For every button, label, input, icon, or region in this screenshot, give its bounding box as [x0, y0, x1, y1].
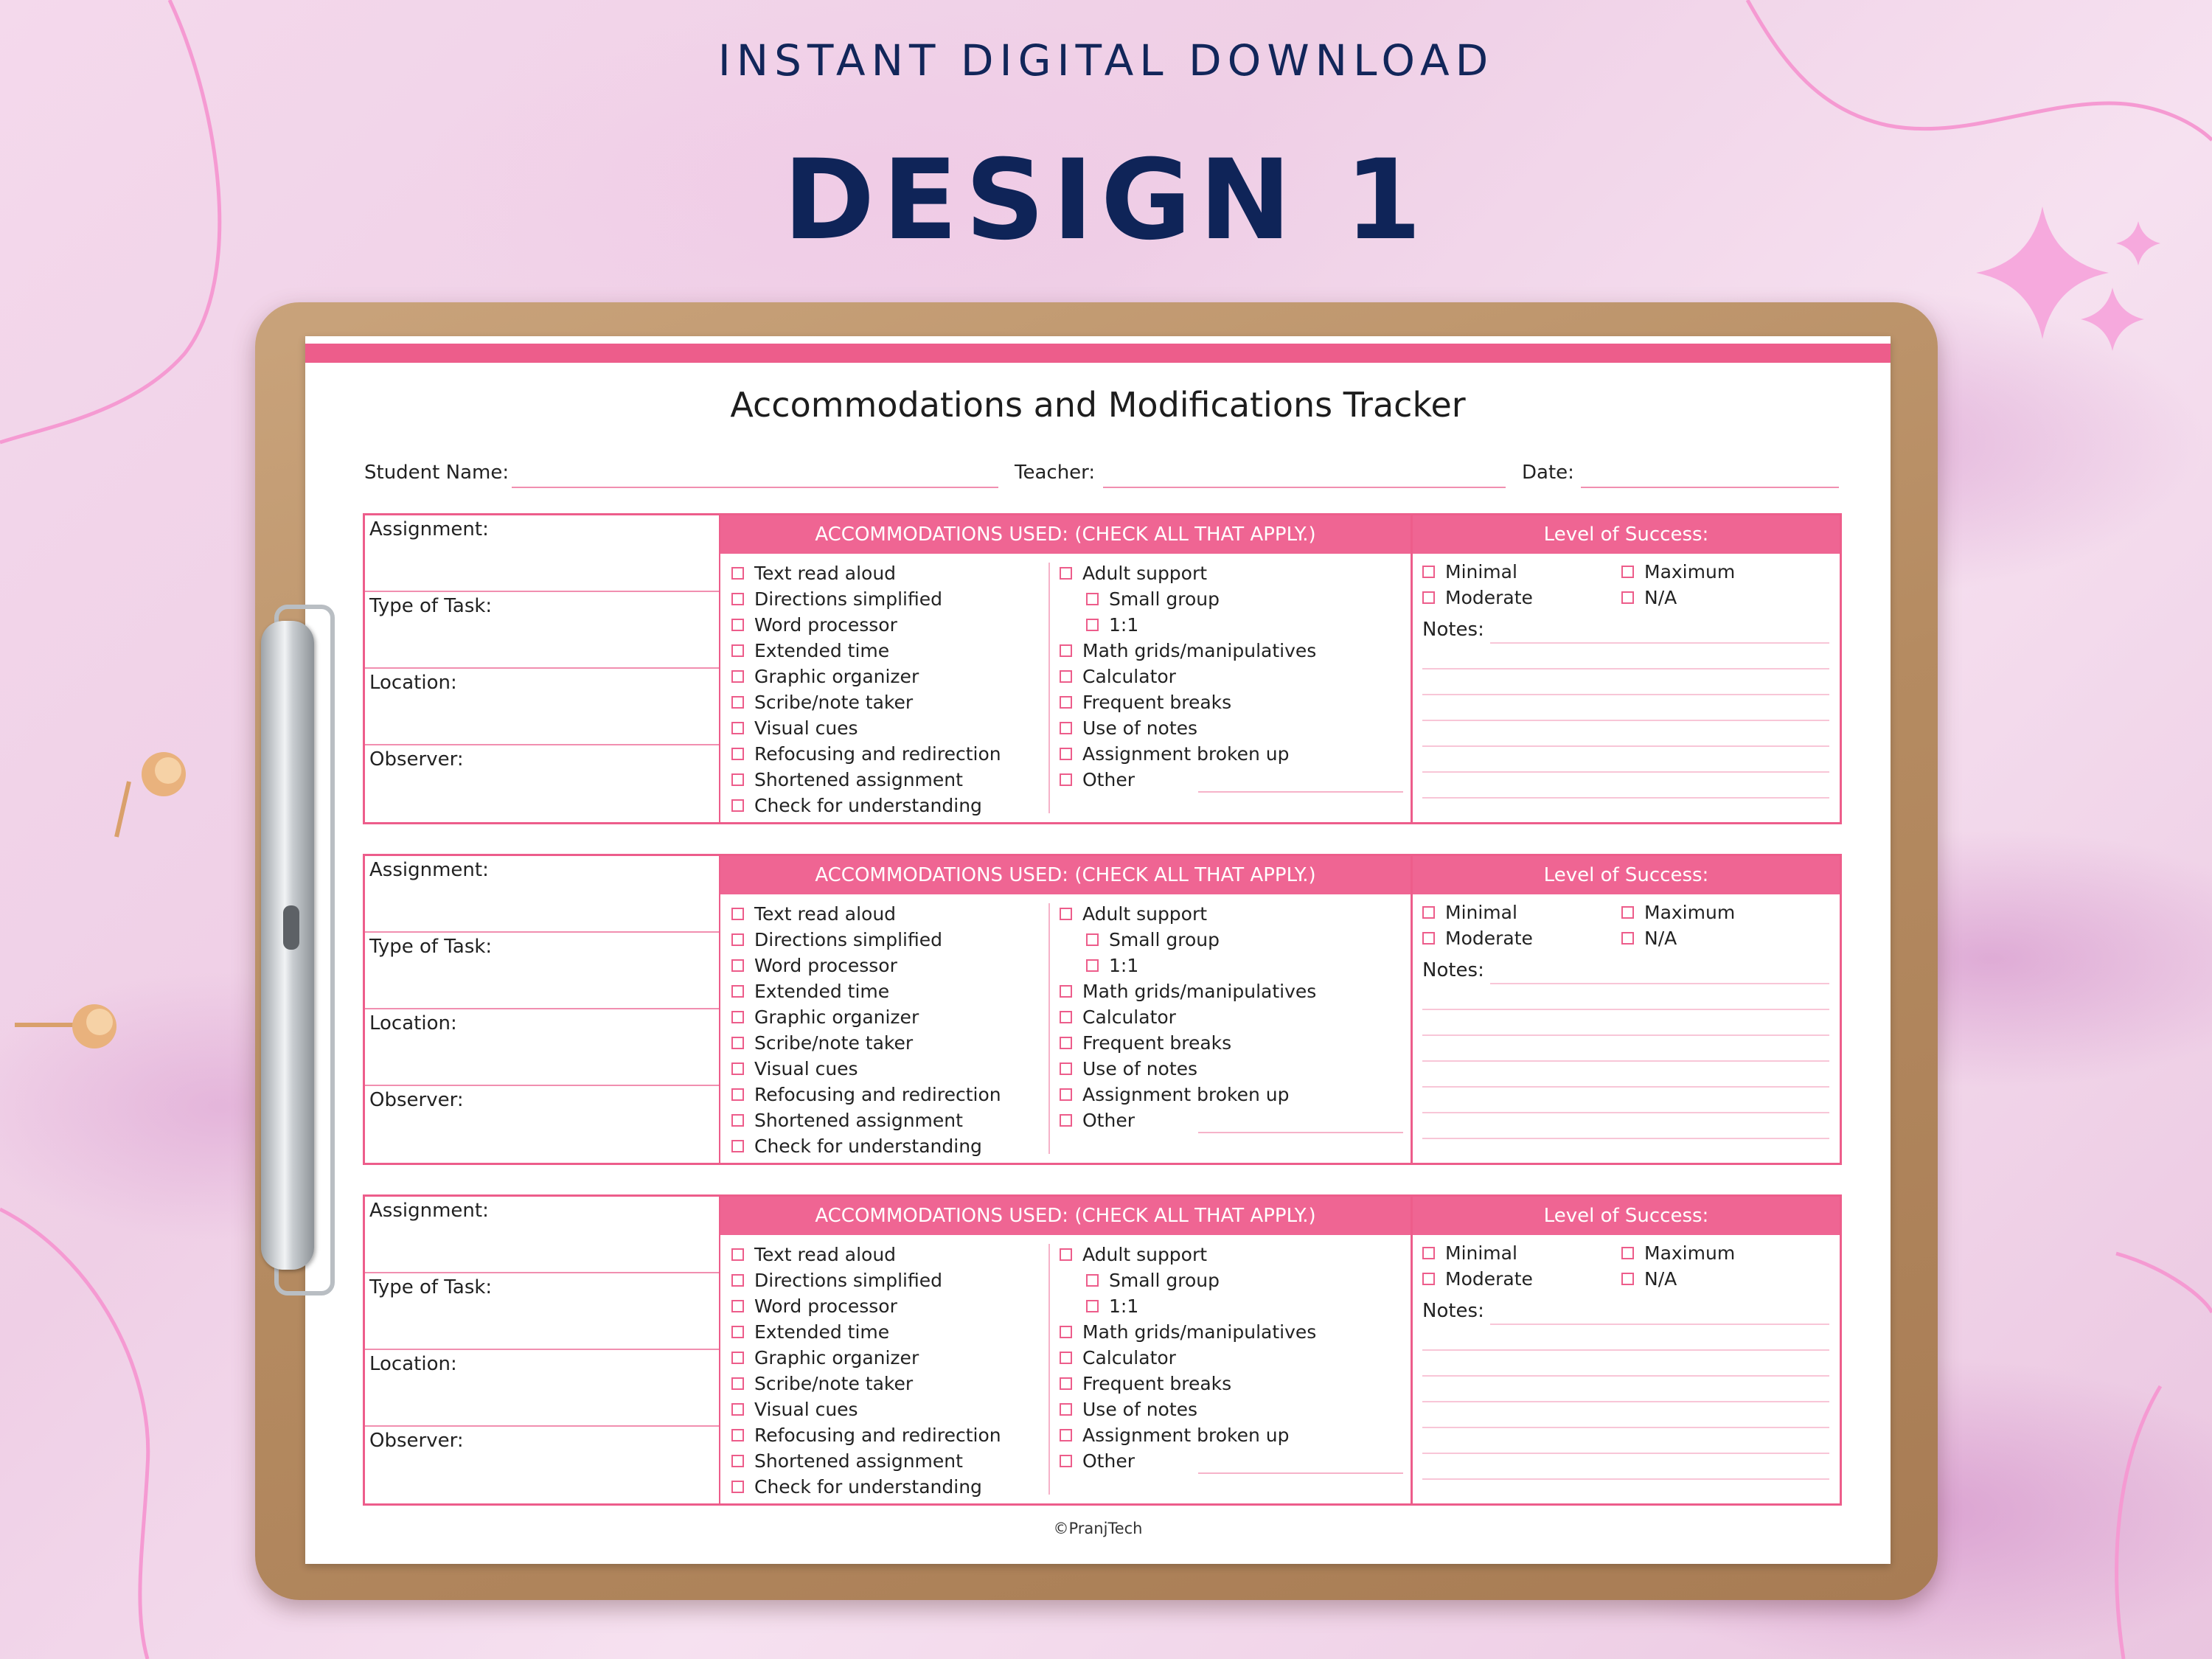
tagline: INSTANT DIGITAL DOWNLOAD: [717, 35, 1495, 86]
success-label: N/A: [1644, 1268, 1677, 1290]
accommodation-label: Directions simplified: [754, 1270, 942, 1291]
column-divider: [1411, 856, 1413, 1163]
accommodation-checkbox[interactable]: [731, 903, 896, 925]
accommodation-label: Other: [1082, 1110, 1135, 1131]
entry-detail-label: Type of Task:: [369, 595, 493, 617]
other-write-in-line[interactable]: [1198, 791, 1403, 793]
accommodation-label: Word processor: [754, 614, 897, 636]
accommodation-checkbox[interactable]: [731, 1347, 919, 1369]
success-checkbox[interactable]: [1422, 587, 1533, 609]
checkbox-icon[interactable]: [1060, 1248, 1072, 1261]
accommodation-checkbox[interactable]: [731, 1058, 858, 1080]
checkbox-icon[interactable]: [1060, 1114, 1072, 1127]
other-write-in-line[interactable]: [1198, 1132, 1403, 1133]
accommodation-checkbox[interactable]: [1060, 1425, 1290, 1447]
checkbox-icon[interactable]: [731, 1114, 744, 1127]
checkbox-icon[interactable]: [1086, 593, 1099, 605]
accommodation-label: Directions simplified: [754, 929, 942, 950]
accommodation-label: Shortened assignment: [754, 769, 963, 790]
sheet-top-bar: [305, 344, 1891, 363]
sparkle-icon: [2081, 288, 2144, 351]
checkbox-icon[interactable]: [731, 1429, 744, 1441]
entry-detail-cell[interactable]: [365, 592, 719, 669]
notes-line[interactable]: [1422, 1060, 1829, 1062]
accommodation-label: Visual cues: [754, 1399, 858, 1420]
accommodation-checkbox[interactable]: [1060, 717, 1197, 740]
accommodation-label: Extended time: [754, 981, 890, 1002]
accommodations-header: ACCOMMODATIONS USED: (CHECK ALL THAT APPLY.): [720, 1197, 1411, 1235]
checkbox-icon[interactable]: [1422, 566, 1435, 578]
accommodation-label: Refocusing and redirection: [754, 743, 1001, 765]
accommodation-checkbox[interactable]: [731, 588, 942, 611]
accommodation-label: 1:1: [1109, 1295, 1139, 1317]
checkbox-icon[interactable]: [731, 1274, 744, 1287]
entry-detail-label: Assignment:: [369, 518, 489, 540]
accommodation-checkbox[interactable]: [731, 666, 919, 688]
accommodation-label: Visual cues: [754, 1058, 858, 1079]
entry-detail-label: Location:: [369, 1353, 457, 1375]
accommodation-label: Shortened assignment: [754, 1110, 963, 1131]
accommodation-checkbox[interactable]: [1060, 1373, 1231, 1395]
notes-line[interactable]: [1422, 1034, 1829, 1036]
accommodation-label: Assignment broken up: [1082, 1425, 1290, 1446]
entry-detail-label: Type of Task:: [369, 1276, 493, 1298]
checkbox-icon[interactable]: [1060, 644, 1072, 657]
accommodation-label: Extended time: [754, 640, 890, 661]
accommodation-checkbox[interactable]: [731, 1006, 919, 1029]
accommodation-checkbox[interactable]: [731, 614, 897, 636]
accommodation-label: Refocusing and redirection: [754, 1425, 1001, 1446]
accommodation-label: Directions simplified: [754, 588, 942, 610]
accommodation-label: Calculator: [1082, 1006, 1176, 1028]
notes-line[interactable]: [1422, 1401, 1829, 1402]
success-label: Minimal: [1445, 902, 1517, 923]
clipboard-clip-slot: [283, 905, 299, 950]
accommodation-label: Refocusing and redirection: [754, 1084, 1001, 1105]
success-checkbox[interactable]: [1422, 561, 1517, 583]
checkbox-icon[interactable]: [1060, 722, 1072, 734]
checkbox-icon[interactable]: [1086, 933, 1099, 946]
accommodation-label: Math grids/manipulatives: [1082, 1321, 1317, 1343]
accommodation-label: Assignment broken up: [1082, 743, 1290, 765]
accommodations-divider: [1048, 563, 1050, 813]
accommodation-checkbox[interactable]: [731, 795, 982, 817]
notes-line[interactable]: [1422, 1086, 1829, 1088]
student-name-line[interactable]: [512, 487, 998, 488]
entry-details: [365, 515, 720, 822]
accommodation-checkbox[interactable]: [731, 640, 889, 662]
accommodation-label: Frequent breaks: [1082, 1032, 1232, 1054]
checkbox-icon[interactable]: [1060, 908, 1072, 920]
notes-line[interactable]: [1422, 1349, 1829, 1351]
notes-line[interactable]: [1422, 694, 1829, 695]
accommodation-checkbox[interactable]: [1060, 1084, 1290, 1106]
notes-line[interactable]: [1490, 1324, 1829, 1325]
accommodations-divider: [1048, 903, 1050, 1154]
entry-detail-label: Assignment:: [369, 1200, 489, 1222]
checkbox-icon[interactable]: [731, 1455, 744, 1467]
accommodation-checkbox[interactable]: [1086, 1295, 1138, 1318]
accommodation-label: Use of notes: [1082, 717, 1198, 739]
checkbox-icon[interactable]: [1621, 566, 1634, 578]
accommodation-checkbox[interactable]: [731, 1032, 913, 1054]
accommodation-checkbox[interactable]: [731, 1476, 982, 1498]
accommodations-divider: [1048, 1244, 1050, 1495]
accommodation-label: Graphic organizer: [754, 1006, 919, 1028]
accommodation-checkbox[interactable]: [731, 1110, 963, 1132]
accommodation-checkbox[interactable]: [1060, 1058, 1197, 1080]
checkbox-icon[interactable]: [731, 959, 744, 972]
checkbox-icon[interactable]: [1060, 670, 1072, 683]
accommodation-checkbox[interactable]: [1060, 563, 1207, 585]
success-checkbox[interactable]: [1422, 1268, 1533, 1290]
accommodation-checkbox[interactable]: [1060, 692, 1231, 714]
accommodation-checkbox[interactable]: [1086, 955, 1138, 977]
entry-detail-cell[interactable]: [365, 1273, 719, 1350]
checkbox-icon[interactable]: [1060, 1403, 1072, 1416]
accommodation-label: 1:1: [1109, 614, 1139, 636]
accommodation-label: Graphic organizer: [754, 666, 919, 687]
checkbox-icon[interactable]: [1060, 773, 1072, 786]
accommodation-label: Small group: [1109, 929, 1220, 950]
accommodation-checkbox[interactable]: [731, 1270, 942, 1292]
checkbox-icon[interactable]: [731, 933, 744, 946]
accommodation-label: Adult support: [1082, 563, 1208, 584]
checkbox-icon[interactable]: [731, 593, 744, 605]
accommodation-checkbox[interactable]: [1060, 640, 1316, 662]
accommodations-header: ACCOMMODATIONS USED: (CHECK ALL THAT APPLY.): [720, 515, 1411, 554]
accommodation-label: Small group: [1109, 1270, 1220, 1291]
notes-line[interactable]: [1422, 1009, 1829, 1010]
checkbox-icon[interactable]: [1060, 1011, 1072, 1023]
sheet-title: Accommodations and Modifications Tracker: [730, 385, 1466, 425]
accommodation-label: Math grids/manipulatives: [1082, 640, 1317, 661]
accommodation-checkbox[interactable]: [1060, 743, 1290, 765]
entry-details: [365, 856, 720, 1163]
entry-detail-label: Observer:: [369, 1089, 464, 1111]
entry-detail-cell[interactable]: [365, 669, 719, 745]
success-label: Maximum: [1644, 561, 1736, 582]
checkbox-icon[interactable]: [1060, 567, 1072, 580]
checkbox-icon[interactable]: [731, 1352, 744, 1364]
copyright: ©PranjTech: [1053, 1520, 1143, 1537]
checkbox-icon[interactable]: [1060, 1455, 1072, 1467]
accommodation-checkbox[interactable]: [731, 1135, 982, 1158]
entry-detail-label: Type of Task:: [369, 936, 493, 958]
checkbox-icon[interactable]: [1621, 1273, 1634, 1285]
success-checkbox[interactable]: [1621, 902, 1735, 924]
checkbox-icon[interactable]: [1621, 906, 1634, 919]
success-checkbox[interactable]: [1621, 1242, 1735, 1265]
notes-line[interactable]: [1422, 771, 1829, 773]
accommodation-label: Scribe/note taker: [754, 1373, 914, 1394]
entry-detail-cell[interactable]: [365, 1086, 719, 1163]
success-label: N/A: [1644, 928, 1677, 949]
notes-line[interactable]: [1422, 1138, 1829, 1139]
notes-line[interactable]: [1422, 668, 1829, 669]
checkbox-icon[interactable]: [731, 908, 744, 920]
accommodation-checkbox[interactable]: [731, 692, 913, 714]
success-checkbox[interactable]: [1621, 928, 1677, 950]
accommodation-checkbox[interactable]: [1060, 769, 1135, 791]
notes-line[interactable]: [1422, 1375, 1829, 1377]
checkbox-icon[interactable]: [1422, 1273, 1435, 1285]
success-header: Level of Success:: [1413, 856, 1840, 894]
entry-detail-cell[interactable]: [365, 1009, 719, 1086]
accommodation-checkbox[interactable]: [1060, 1032, 1231, 1054]
checkbox-icon[interactable]: [1060, 985, 1072, 998]
checkbox-icon[interactable]: [731, 670, 744, 683]
accommodation-checkbox[interactable]: [1060, 666, 1176, 688]
checkbox-icon[interactable]: [1060, 696, 1072, 709]
push-pin-icon: [15, 1004, 116, 1048]
checkbox-icon[interactable]: [1060, 1377, 1072, 1390]
accommodation-label: Check for understanding: [754, 1476, 982, 1498]
checkbox-icon[interactable]: [731, 1326, 744, 1338]
notes-line[interactable]: [1490, 983, 1829, 984]
notes-line[interactable]: [1422, 1478, 1829, 1480]
checkbox-icon[interactable]: [1422, 906, 1435, 919]
entry-detail-cell[interactable]: [365, 933, 719, 1009]
success-label: Moderate: [1445, 928, 1533, 949]
date-line[interactable]: [1581, 487, 1839, 488]
accommodation-label: Scribe/note taker: [754, 1032, 914, 1054]
success-checkbox[interactable]: [1422, 902, 1517, 924]
checkbox-icon[interactable]: [731, 696, 744, 709]
checkbox-icon[interactable]: [1086, 1300, 1099, 1312]
checkbox-icon[interactable]: [1422, 1247, 1435, 1259]
accommodation-label: Check for understanding: [754, 795, 982, 816]
checkbox-icon[interactable]: [731, 1037, 744, 1049]
accommodation-label: Graphic organizer: [754, 1347, 919, 1368]
checkbox-icon[interactable]: [731, 619, 744, 631]
accommodation-label: Text read aloud: [754, 563, 897, 584]
success-checkbox[interactable]: [1621, 1268, 1677, 1290]
accommodation-checkbox[interactable]: [731, 1295, 897, 1318]
entry-detail-label: Location:: [369, 672, 457, 694]
accommodation-checkbox[interactable]: [1060, 1110, 1135, 1132]
notes-line[interactable]: [1422, 1453, 1829, 1454]
checkbox-icon[interactable]: [1060, 1429, 1072, 1441]
checkbox-icon[interactable]: [731, 1300, 744, 1312]
checkbox-icon[interactable]: [1621, 1247, 1634, 1259]
accommodation-checkbox[interactable]: [731, 955, 897, 977]
checkbox-icon[interactable]: [1086, 619, 1099, 631]
checkbox-icon[interactable]: [731, 1062, 744, 1075]
checkbox-icon[interactable]: [731, 567, 744, 580]
notes-label: Notes:: [1422, 1300, 1484, 1322]
checkbox-icon[interactable]: [731, 799, 744, 812]
notes-line[interactable]: [1490, 642, 1829, 644]
notes-line[interactable]: [1422, 720, 1829, 721]
checkbox-icon[interactable]: [1060, 1352, 1072, 1364]
accommodation-label: Other: [1082, 769, 1135, 790]
notes-label: Notes:: [1422, 619, 1484, 641]
accommodation-checkbox[interactable]: [1086, 1270, 1220, 1292]
checkbox-icon[interactable]: [1086, 959, 1099, 972]
success-label: Minimal: [1445, 1242, 1517, 1264]
success-checkbox[interactable]: [1422, 1242, 1517, 1265]
success-label: Moderate: [1445, 1268, 1533, 1290]
success-checkbox[interactable]: [1621, 587, 1677, 609]
success-header: Level of Success:: [1413, 1197, 1840, 1235]
checkbox-icon[interactable]: [731, 1140, 744, 1152]
accommodation-label: Adult support: [1082, 1244, 1208, 1265]
column-divider: [1411, 515, 1413, 822]
notes-line[interactable]: [1422, 797, 1829, 799]
entry-detail-cell[interactable]: [365, 745, 719, 822]
entry-detail-label: Observer:: [369, 748, 464, 771]
checkbox-icon[interactable]: [731, 773, 744, 786]
student-name-label: Student Name:: [364, 462, 509, 484]
accommodation-checkbox[interactable]: [731, 981, 889, 1003]
success-label: Minimal: [1445, 561, 1517, 582]
accommodation-label: Text read aloud: [754, 1244, 897, 1265]
checkbox-icon[interactable]: [731, 644, 744, 657]
student-info-row: [364, 462, 1839, 491]
accommodation-label: Scribe/note taker: [754, 692, 914, 713]
accommodation-checkbox[interactable]: [1060, 1399, 1197, 1421]
success-label: Moderate: [1445, 587, 1533, 608]
accommodation-label: Adult support: [1082, 903, 1208, 925]
checkbox-icon[interactable]: [731, 1403, 744, 1416]
checkbox-icon[interactable]: [1060, 1088, 1072, 1101]
success-label: Maximum: [1644, 902, 1736, 923]
accommodation-label: Use of notes: [1082, 1399, 1198, 1420]
checkbox-icon[interactable]: [731, 722, 744, 734]
accommodation-label: Word processor: [754, 955, 897, 976]
checkbox-icon[interactable]: [1060, 748, 1072, 760]
teacher-line[interactable]: [1103, 487, 1506, 488]
accommodation-label: Calculator: [1082, 1347, 1176, 1368]
notes-line[interactable]: [1422, 745, 1829, 747]
notes-label: Notes:: [1422, 959, 1484, 981]
teacher-label: Teacher:: [1015, 462, 1096, 484]
checkbox-icon[interactable]: [1621, 591, 1634, 604]
checkbox-icon[interactable]: [731, 1248, 744, 1261]
accommodation-label: Small group: [1109, 588, 1220, 610]
entry-detail-label: Assignment:: [369, 859, 489, 881]
accommodation-checkbox[interactable]: [731, 1373, 913, 1395]
accommodation-checkbox[interactable]: [731, 929, 942, 951]
checkbox-icon[interactable]: [731, 1088, 744, 1101]
checkbox-icon[interactable]: [1422, 591, 1435, 604]
accommodation-label: Frequent breaks: [1082, 692, 1232, 713]
accommodation-label: Check for understanding: [754, 1135, 982, 1157]
checkbox-icon[interactable]: [1086, 1274, 1099, 1287]
accommodation-label: Visual cues: [754, 717, 858, 739]
accommodation-checkbox[interactable]: [1060, 1321, 1316, 1343]
checkbox-icon[interactable]: [1422, 932, 1435, 945]
accommodation-checkbox[interactable]: [1060, 1244, 1207, 1266]
success-label: N/A: [1644, 587, 1677, 608]
accommodation-checkbox[interactable]: [731, 1084, 1001, 1106]
accommodation-checkbox[interactable]: [731, 769, 963, 791]
success-label: Maximum: [1644, 1242, 1736, 1264]
accommodation-checkbox[interactable]: [731, 1450, 963, 1472]
accommodation-label: Shortened assignment: [754, 1450, 963, 1472]
entry-detail-cell[interactable]: [365, 856, 719, 933]
accommodation-label: Other: [1082, 1450, 1135, 1472]
other-write-in-line[interactable]: [1198, 1472, 1403, 1474]
tracker-sheet: [305, 336, 1891, 1564]
accommodation-label: Extended time: [754, 1321, 890, 1343]
checkbox-icon[interactable]: [1060, 1326, 1072, 1338]
column-divider: [1411, 1197, 1413, 1503]
accommodation-checkbox[interactable]: [1086, 929, 1220, 951]
checkbox-icon[interactable]: [1060, 1037, 1072, 1049]
notes-line[interactable]: [1422, 1112, 1829, 1113]
accommodation-label: Frequent breaks: [1082, 1373, 1232, 1394]
push-pin-icon: [116, 752, 186, 837]
accommodation-label: Math grids/manipulatives: [1082, 981, 1317, 1002]
accommodation-checkbox[interactable]: [731, 717, 858, 740]
accommodation-checkbox[interactable]: [1060, 1006, 1176, 1029]
entry-detail-label: Observer:: [369, 1430, 464, 1452]
entry-detail-cell[interactable]: [365, 1197, 719, 1273]
entry-detail-cell[interactable]: [365, 515, 719, 592]
accommodation-checkbox[interactable]: [1060, 903, 1207, 925]
accommodation-checkbox[interactable]: [1060, 981, 1316, 1003]
accommodation-checkbox[interactable]: [731, 563, 896, 585]
accommodation-label: Text read aloud: [754, 903, 897, 925]
checkbox-icon[interactable]: [1060, 1062, 1072, 1075]
success-checkbox[interactable]: [1621, 561, 1735, 583]
success-header: Level of Success:: [1413, 515, 1840, 554]
accommodation-checkbox[interactable]: [731, 743, 1001, 765]
accommodation-label: Calculator: [1082, 666, 1176, 687]
accommodation-checkbox[interactable]: [1086, 614, 1138, 636]
accommodation-checkbox[interactable]: [731, 1244, 896, 1266]
checkbox-icon[interactable]: [731, 1377, 744, 1390]
date-label: Date:: [1522, 462, 1574, 484]
accommodation-label: Assignment broken up: [1082, 1084, 1290, 1105]
checkbox-icon[interactable]: [1621, 932, 1634, 945]
accommodation-label: Word processor: [754, 1295, 897, 1317]
accommodation-label: 1:1: [1109, 955, 1139, 976]
entry-detail-cell[interactable]: [365, 1427, 719, 1503]
accommodation-checkbox[interactable]: [1086, 588, 1220, 611]
accommodation-checkbox[interactable]: [1060, 1450, 1135, 1472]
checkbox-icon[interactable]: [731, 985, 744, 998]
entry-detail-cell[interactable]: [365, 1350, 719, 1427]
accommodation-checkbox[interactable]: [731, 1399, 858, 1421]
entry-detail-label: Location:: [369, 1012, 457, 1034]
accommodation-label: Use of notes: [1082, 1058, 1198, 1079]
checkbox-icon[interactable]: [731, 1011, 744, 1023]
entry-details: [365, 1197, 720, 1503]
checkbox-icon[interactable]: [731, 1481, 744, 1493]
accommodations-header: ACCOMMODATIONS USED: (CHECK ALL THAT APPLY.): [720, 856, 1411, 894]
tracker-entry: [363, 1194, 1842, 1506]
accommodation-checkbox[interactable]: [1060, 1347, 1176, 1369]
accommodation-checkbox[interactable]: [731, 1425, 1001, 1447]
checkbox-icon[interactable]: [731, 748, 744, 760]
design-title: DESIGN 1: [782, 136, 1430, 265]
tracker-entry: [363, 513, 1842, 824]
tracker-entry: [363, 854, 1842, 1165]
notes-line[interactable]: [1422, 1427, 1829, 1428]
success-checkbox[interactable]: [1422, 928, 1533, 950]
accommodation-checkbox[interactable]: [731, 1321, 889, 1343]
